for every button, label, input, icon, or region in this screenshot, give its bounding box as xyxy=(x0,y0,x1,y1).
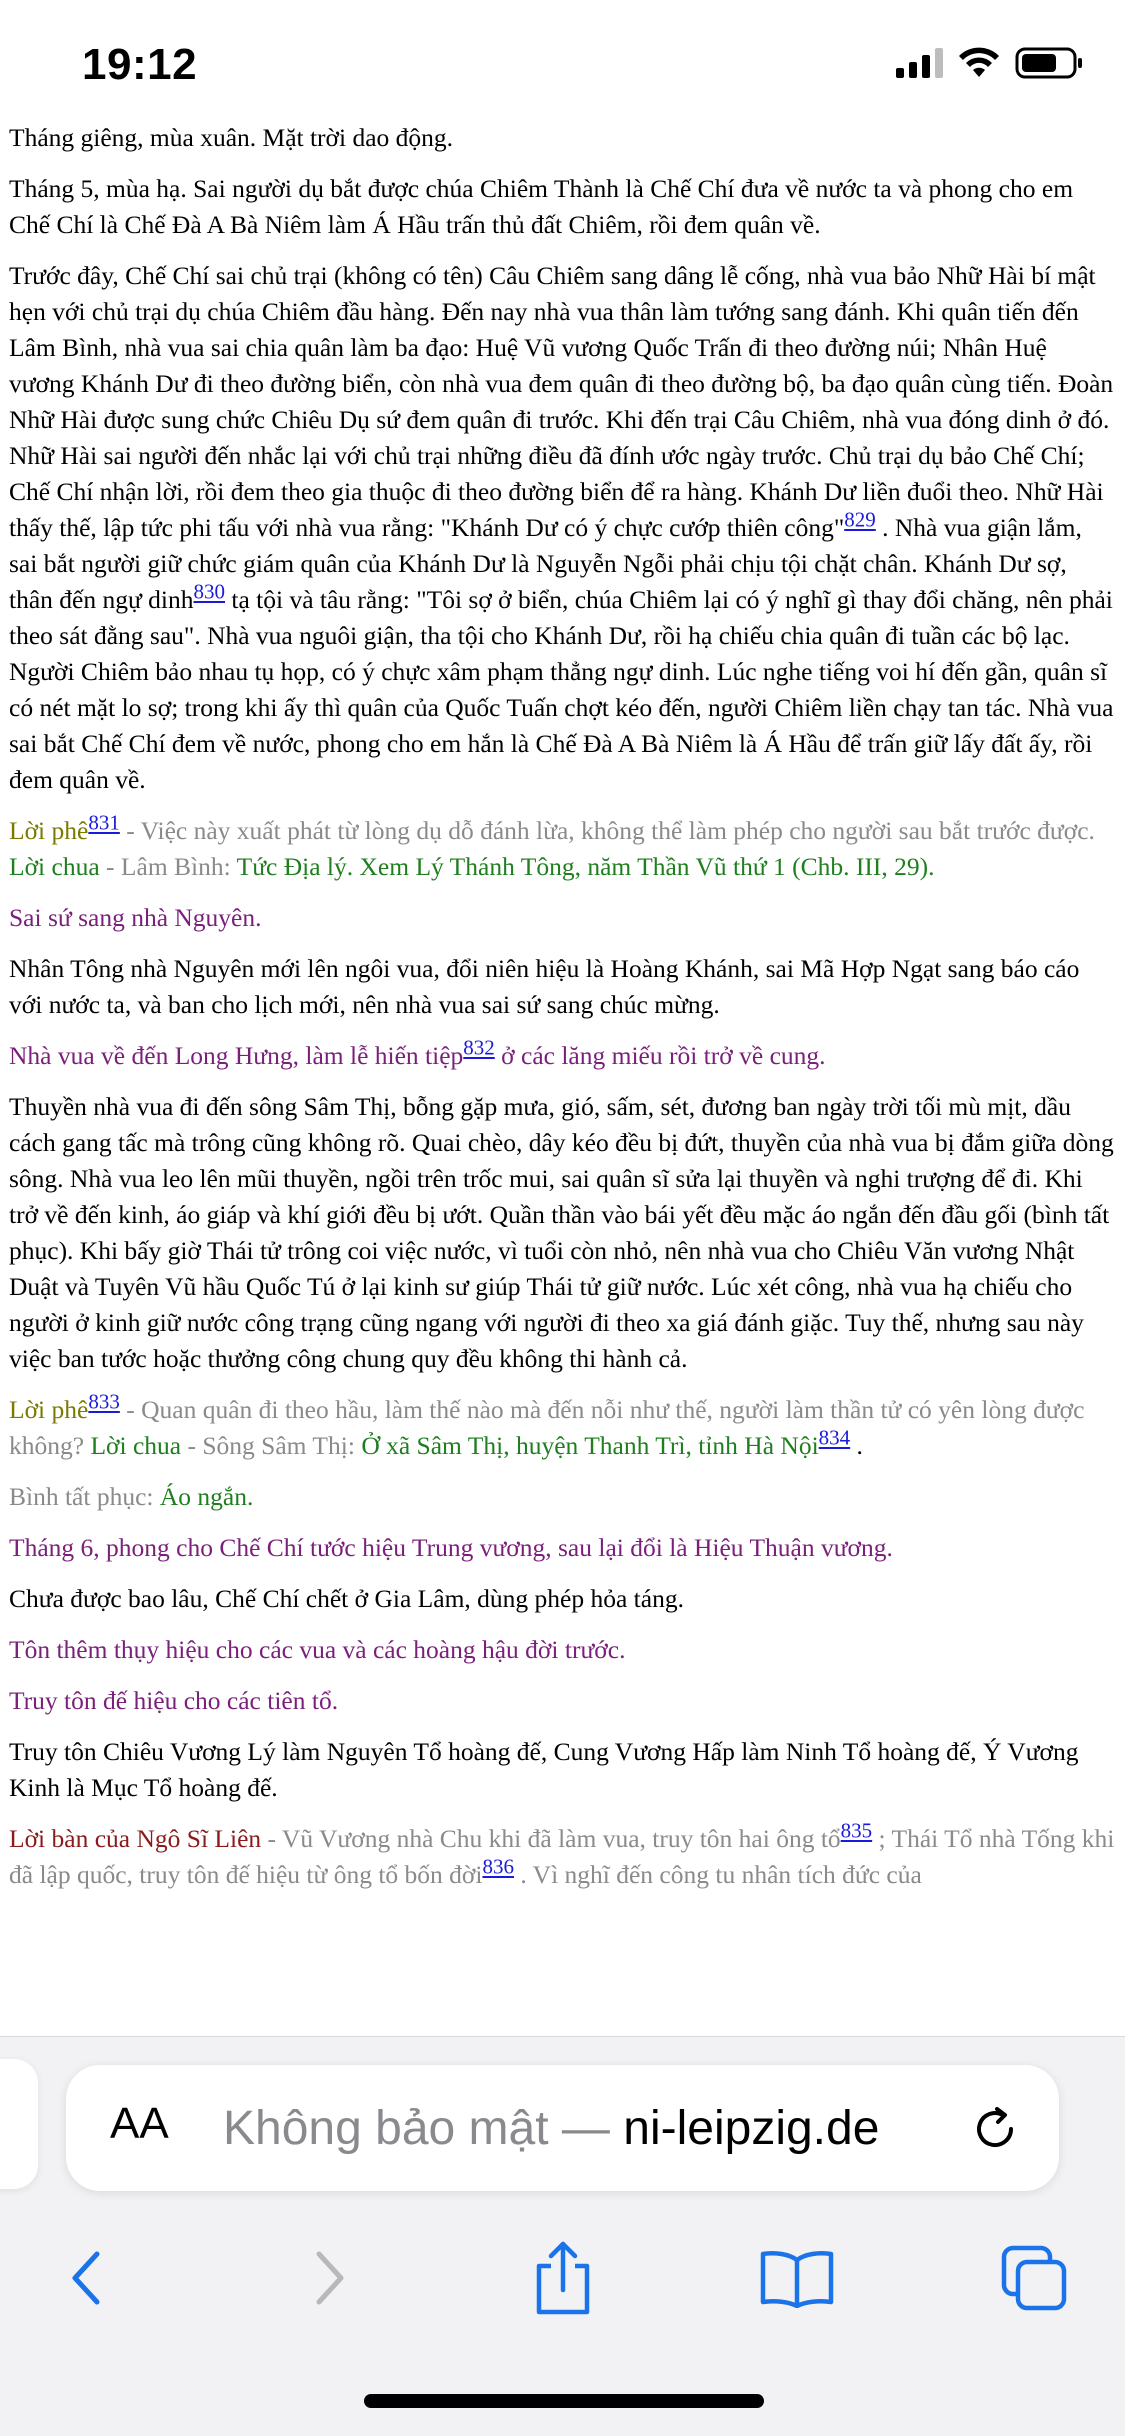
share-icon xyxy=(531,2240,595,2316)
commentary-paragraph: Lời bàn của Ngô Sĩ Liên - Vũ Vương nhà Chu khi đã làm vua, truy tôn hai ông tổ$^{835}$ ; Thái Tổ nhà Tống khi đã lập quốc, truy tôn đế hiệu từ ông tổ bốn đời$^{836}$ . Vì nghĩ đến công tu nhân tích đức của xyxy=(9,1818,1115,1889)
annotation-label: Lời chua xyxy=(90,1431,182,1460)
annotation-paragraph: Bình tất phục: Áo ngắn. xyxy=(9,1482,254,1511)
event-heading: Nhà vua về đến Long Hưng, làm lễ hiến tiệp$^{832}$ ở các lăng miếu rồi trở về cung. xyxy=(9,1035,826,1070)
paragraph: Chưa được bao lâu, Chế Chí chết ở Gia Lâm, dùng phép hỏa táng. xyxy=(9,1584,684,1613)
url-field[interactable] xyxy=(223,2101,983,2156)
chevron-left-icon xyxy=(67,2248,107,2308)
commentary-paragraph: Lời phê$^{833}$ - Quan quân đi theo hầu, làm thế nào mà đến nỗi như thế, người làm thần tử có yên lòng được không? Lời chua - Sông Sâm Thị: Ở xã Sâm Thị, huyện Thanh Trì, tỉnh Hà Nội$^{834}$ . xyxy=(9,1389,1085,1460)
status-bar xyxy=(0,0,1125,132)
battery-icon xyxy=(1015,46,1085,80)
commentary-label: Lời phê xyxy=(9,816,89,845)
paragraph: Tháng 5, mùa hạ. Sai người dụ bắt được chúa Chiêm Thành là Chế Chí đưa về nước ta và phong cho em Chế Chí là Chế Đà A Bà Niêm làm Á Hầu trấn thủ đất Chiêm, rồi đem quân về. xyxy=(9,174,1074,239)
footnote-link-835[interactable]: 835 xyxy=(840,1818,873,1843)
browser-toolbar xyxy=(0,2036,1125,2436)
event-heading: Tháng 6, phong cho Chế Chí tước hiệu Trung vương, sau lại đổi là Hiệu Thuận vương. xyxy=(9,1533,893,1562)
status-icons xyxy=(896,46,1085,80)
web-page-content xyxy=(9,120,1115,2035)
paragraph: Thuyền nhà vua đi đến sông Sâm Thị, bỗng gặp mưa, gió, sấm, sét, đương ban ngày trời tối mù mịt, dầu cách gang tấc mà trông cũng không rõ. Quai chèo, dây kéo đều bị đứt, thuyền của nhà vua bị đắm giữa dòng sông. Nhà vua leo lên mũi thuyền, ngồi trên trốc mui, sai quân sĩ sửa lại thuyền và nghi trượng để đi. Khi trở về đến kinh, áo giáp và khí giới đều bị ướt. Quần thần vào bái yết đều mặc áo ngắn đến đầu gối (bình tất phục). Khi bấy giờ Thái tử trông coi việc nước, vì tuổi còn nhỏ, nên nhà vua cho Chiêu Văn vương Nhật Duật và Tuyên Vũ hầu Quốc Tú ở lại kinh sư giúp Thái tử giữ nước. Lúc xét công, nhà vua hạ chiếu cho người ở kinh giữ nước công trạng cũng ngang với người đi theo xa giá đánh giặc. Tuy thế, nhưng sau này việc ban tước hoặc thưởng công chung quy đều không thi hành cả. xyxy=(9,1092,1114,1373)
status-time: 19:12 xyxy=(82,40,198,89)
back-button[interactable] xyxy=(42,2233,132,2323)
home-indicator xyxy=(364,2394,764,2408)
paragraph: Nhân Tông nhà Nguyên mới lên ngôi vua, đổi niên hiệu là Hoàng Khánh, sai Mã Hợp Ngạt sang báo cáo với nước ta, và ban cho lịch mới, nên nhà vua sai sứ sang chúc mừng. xyxy=(9,954,1080,1019)
event-heading: Sai sứ sang nhà Nguyên. xyxy=(9,903,262,932)
paragraph: Trước đây, Chế Chí sai chủ trại (không có tên) Câu Chiêm sang dâng lễ cống, nhà vua bảo Nhữ Hài bí mật hẹn với chủ trại dụ chúa Chiêm đầu hàng. Đến nay nhà vua thân làm tướng sang đánh. Khi quân tiến đến Lâm Bình, nhà vua sai chia quân làm ba đạo: Huệ Vũ vương Quốc Trấn đi theo đường núi; Nhân Huệ vương Khánh Dư đi theo đường biển, còn nhà vua đem quân đi theo đường bộ, ba đạo quân cùng tiến. Đoàn Nhữ Hài được sung chức Chiêu Dụ sứ đem quân đi trước. Khi đến trại Câu Chiêm, nhà vua đóng dinh ở đó. Nhữ Hài sai người đến nhắc lại với chủ trại những điều đã đính ước ngày trước. Chủ trại dụ bảo Chế Chí; Chế Chí nhận lời, rồi đem theo gia thuộc đi theo đường biển để ra hàng. Khánh Dư liền đuổi theo. Nhữ Hài thấy thế, lập tức phi tấu với nhà vua rằng: "Khánh Dư có ý chực cướp thiên công"$^{829}$ . Nhà vua giận lắm, sai bắt người giữ chức giám quân của Khánh Dư là Nguyễn Ngỗi phải chịu tội chặt chân. Khánh Dư sợ, thân đến ngự dinh$^{830}$ tạ tội và tâu rằng: "Tôi sợ ở biển, chúa Chiêm lại có ý nghĩ gì thay đổi chăng, nên phải theo sát đằng sau". Nhà vua nguôi giận, tha tội cho Khánh Dư, rồi hạ chiếu chia quân đi tuần các bộ lạc. Người Chiêm bảo nhau tụ họp, có ý chực xâm phạm thẳng ngự dinh. Lúc nghe tiếng voi hí đến gần, quân sĩ có nét mặt lo sợ; trong khi ấy thì quân của Quốc Tuấn chợt kéo đến, người Chiêm liền chạy tan tác. Nhà vua sai bắt Chế Chí đem về nước, phong cho em hắn là Chế Đà A Bà Niêm là Á Hầu để trấn giữ lấy đất ấy, rồi đem quân về. xyxy=(9,261,1114,794)
wifi-icon xyxy=(957,47,1001,79)
navigation-row xyxy=(0,2233,1125,2323)
reader-settings-button[interactable]: AA xyxy=(110,2099,169,2148)
footnote-link-830[interactable]: 830 xyxy=(193,579,226,604)
chevron-right-icon xyxy=(309,2248,349,2308)
paragraph: Truy tôn Chiêu Vương Lý làm Nguyên Tổ hoàng đế, Cung Vương Hấp làm Ninh Tổ hoàng đế, Ý Vương Kinh là Mục Tổ hoàng đế. xyxy=(9,1737,1079,1802)
forward-button[interactable] xyxy=(284,2233,374,2323)
annotation-label: Lời chua xyxy=(9,852,100,881)
cellular-signal-icon xyxy=(896,48,943,78)
footnote-link-833[interactable]: 833 xyxy=(88,1389,120,1414)
paragraph: Tháng giêng, mùa xuân. Mặt trời dao động. xyxy=(9,123,454,152)
footnote-link-836[interactable]: 836 xyxy=(482,1854,514,1879)
not-secure-label: Không bảo mật — xyxy=(223,2102,624,2155)
commentary-label: Lời bàn của Ngô Sĩ Liên xyxy=(9,1824,262,1853)
share-button[interactable] xyxy=(518,2233,608,2323)
footnote-link-834[interactable]: 834 xyxy=(818,1425,851,1450)
footnote-link-831[interactable]: 831 xyxy=(88,810,120,835)
tabs-button[interactable] xyxy=(990,2233,1080,2323)
url-domain: ni-leipzig.de xyxy=(623,2102,880,2155)
book-icon xyxy=(759,2248,835,2308)
reload-icon[interactable] xyxy=(967,2101,1023,2157)
footnote-link-829[interactable]: 829 xyxy=(844,507,876,532)
bookmarks-button[interactable] xyxy=(752,2233,842,2323)
commentary-paragraph: Lời phê$^{831}$ - Việc này xuất phát từ lòng dụ dỗ đánh lừa, không thể làm phép cho người sau bắt trước được. Lời chua - Lâm Bình: Tức Địa lý. Xem Lý Thánh Tông, năm Thần Vũ thứ 1 (Chb. III, 29). xyxy=(9,810,1095,881)
previous-tab-peek[interactable] xyxy=(0,2059,38,2189)
commentary-label: Lời phê xyxy=(9,1395,89,1424)
event-heading: Tôn thêm thụy hiệu cho các vua và các hoàng hậu đời trước. xyxy=(9,1635,626,1664)
tabs-icon xyxy=(1000,2244,1070,2312)
address-bar[interactable] xyxy=(66,2065,1059,2191)
footnote-link-832[interactable]: 832 xyxy=(463,1035,495,1060)
event-heading: Truy tôn đế hiệu cho các tiên tổ. xyxy=(9,1686,339,1715)
